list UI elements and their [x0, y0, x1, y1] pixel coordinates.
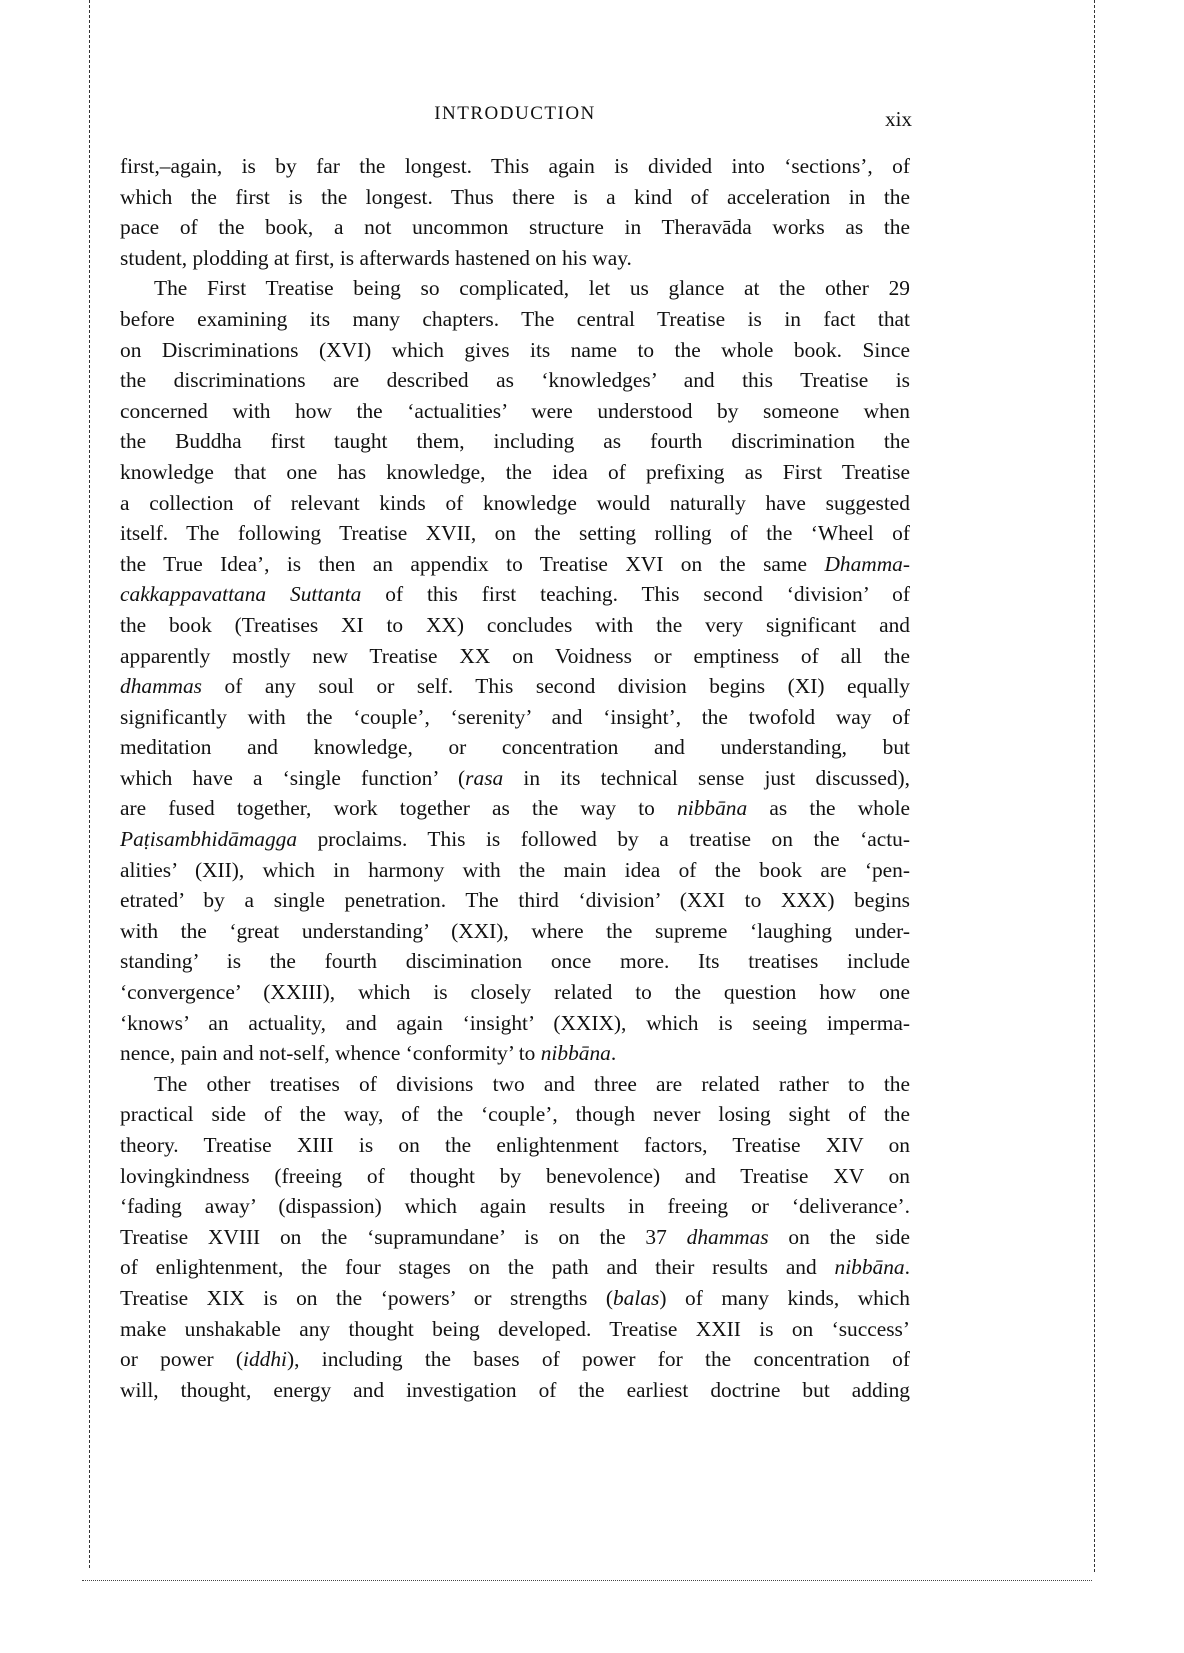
text-line: with the ‘great understanding’ (XXI), where the supreme ‘laughing under-: [120, 918, 910, 943]
text-line: on Discriminations (XVI) which gives its name to the whole book. Since: [120, 337, 910, 362]
text-line: significantly with the ‘couple’, ‘serenity’ and ‘insight’, the twofold way of: [120, 704, 910, 729]
text-line: the book (Treatises XI to XX) concludes with the very significant and: [120, 612, 910, 637]
text-line: the True Idea’, is then an appendix to Treatise XVI on the same Dhamma-: [120, 551, 910, 576]
text-line: first,–again, is by far the longest. This again is divided into ‘sections’, of: [120, 154, 910, 178]
text-line: ‘knows’ an actuality, and again ‘insight’ (XXIX), which is seeing imperma-: [120, 1010, 910, 1035]
italic-term: Dhamma-: [824, 551, 910, 576]
text-line: dhammas of any soul or self. This second division begins (XI) equally: [120, 674, 910, 699]
text-line: etrated’ by a single penetration. The third ‘division’ (XXI to XXX) begins: [120, 888, 910, 913]
italic-term: cakkappavattana Suttanta: [120, 582, 362, 607]
paragraph: [120, 151, 910, 273]
text-line: The other treatises of divisions two and three are related rather to the: [154, 1071, 910, 1096]
text-line: before examining its many chapters. The central Treatise is in fact that: [120, 306, 910, 331]
italic-term: nibbāna: [834, 1255, 905, 1280]
text-line: nence, pain and not-self, whence ‘conformity’ to nibbāna.: [120, 1041, 617, 1066]
text-line: a collection of relevant kinds of knowledge would naturally have suggested: [120, 490, 910, 515]
text-line: or power (iddhi), including the bases of power for the concentration of: [120, 1347, 910, 1372]
italic-term: dhammas: [686, 1224, 769, 1249]
italic-term: balas: [612, 1285, 660, 1310]
text-line: meditation and knowledge, or concentration and understanding, but: [120, 735, 910, 760]
text-line: practical side of the way, of the ‘couple’, though never losing sight of the: [120, 1102, 910, 1127]
text-line: Treatise XVIII on the ‘supramundane’ is on the 37 dhammas on the side: [120, 1224, 910, 1249]
text-line: concerned with how the ‘actualities’ were understood by someone when: [120, 398, 910, 423]
paragraph: [120, 273, 910, 1068]
text-line: itself. The following Treatise XVII, on the setting rolling of the ‘Wheel of: [120, 521, 910, 546]
text-line: student, plodding at first, is afterwards hastened on his way.: [120, 245, 632, 270]
running-head: [120, 103, 910, 129]
italic-term: dhammas: [120, 674, 203, 699]
italic-term: Paṭisambhidāmagga: [120, 827, 298, 852]
italic-term: nibbāna: [540, 1041, 611, 1066]
text-line: pace of the book, a not uncommon structure in Theravāda works as the: [120, 215, 910, 240]
text-line: theory. Treatise XIII is on the enlightenment factors, Treatise XIV on: [120, 1133, 910, 1157]
text-line: knowledge that one has knowledge, the idea of prefixing as First Treatise: [120, 459, 910, 484]
text-line: cakkappavattana Suttanta of this first teaching. This second ‘division’ of: [120, 582, 911, 607]
scan-border-left: [89, 0, 90, 1568]
text-line: lovingkindness (freeing of thought by benevolence) and Treatise XV on: [120, 1163, 910, 1188]
text-line: ‘fading away’ (dispassion) which again results in freeing or ‘deliverance’.: [120, 1194, 910, 1219]
text-line: The First Treatise being so complicated, let us glance at the other 29: [154, 276, 910, 301]
text-line: make unshakable any thought being developed. Treatise XXII is on ‘success’: [120, 1316, 910, 1341]
text-line: Treatise XIX is on the ‘powers’ or strengths (balas) of many kinds, which: [120, 1285, 910, 1310]
running-title: INTRODUCTION: [434, 103, 596, 124]
text-line: will, thought, energy and investigation of the earliest doctrine but adding: [120, 1377, 910, 1402]
italic-term: iddhi: [243, 1347, 287, 1372]
text-line: apparently mostly new Treatise XX on Voidness or emptiness of all the: [120, 643, 910, 668]
text-line: alities’ (XII), which in harmony with the main idea of the book are ‘pen-: [120, 857, 910, 882]
text-line: of enlightenment, the four stages on the path and their results and nibbāna.: [120, 1255, 910, 1280]
text-line: which have a ‘single function’ (rasa in its technical sense just discussed),: [120, 765, 910, 790]
text-line: standing’ is the fourth discimination once more. Its treatises include: [120, 949, 910, 974]
italic-term: nibbāna: [677, 796, 748, 821]
text-line: which the first is the longest. Thus there is a kind of acceleration in the: [120, 184, 910, 209]
text-line: Paṭisambhidāmagga proclaims. This is followed by a treatise on the ‘actu-: [120, 827, 910, 852]
scan-border-bottom: [82, 1580, 1092, 1581]
page-number: xix: [885, 107, 912, 131]
scan-border-right: [1094, 0, 1095, 1572]
text-line: ‘convergence’ (XXIII), which is closely related to the question how one: [120, 980, 910, 1005]
paragraph: [120, 1069, 910, 1406]
body-text: [120, 151, 910, 1405]
italic-term: rasa: [465, 765, 504, 790]
text-line: are fused together, work together as the way to nibbāna as the whole: [120, 796, 910, 821]
text-line: the Buddha first taught them, including as fourth discrimination the: [120, 429, 910, 454]
text-line: the discriminations are described as ‘knowledges’ and this Treatise is: [120, 368, 910, 393]
